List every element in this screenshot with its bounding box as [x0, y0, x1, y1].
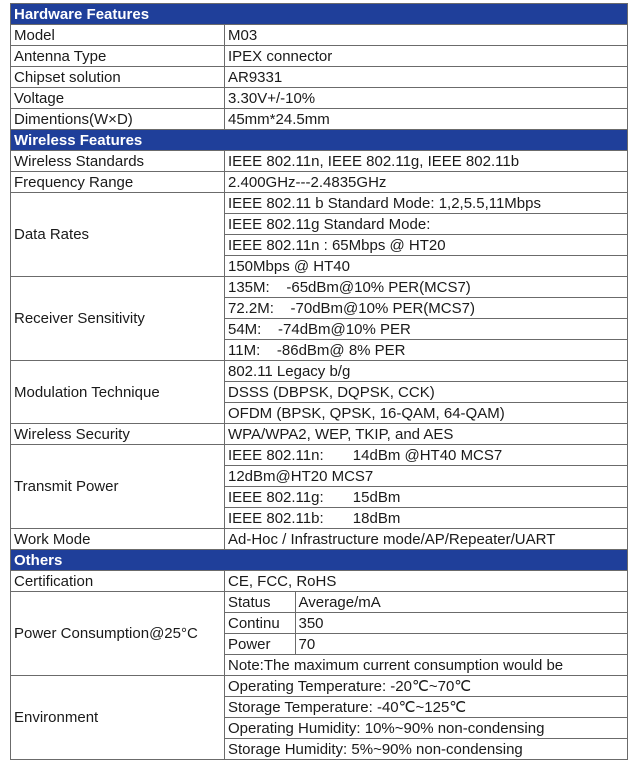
environment-value: Storage Temperature: -40℃~125℃ — [225, 697, 628, 718]
sensitivity-value: 72.2M: -70dBm@10% PER(MCS7) — [225, 298, 628, 319]
pc-cell: Power — [225, 634, 295, 655]
section-header-wireless: Wireless Features — [11, 130, 628, 151]
standards-label: Wireless Standards — [11, 151, 225, 172]
modulation-value: 802.11 Legacy b/g — [225, 361, 628, 382]
table-row — [11, 46, 628, 67]
security-value: WPA/WPA2, WEP, TKIP, and AES — [225, 424, 628, 445]
data-rate-value: IEEE 802.11n : 65Mbps @ HT20 — [225, 235, 628, 256]
modulation-value: DSSS (DBPSK, DQPSK, CCK) — [225, 382, 628, 403]
transmit-power-label: Transmit Power — [11, 445, 225, 529]
modulation-label: Modulation Technique — [11, 361, 225, 424]
standards-value: IEEE 802.11n, IEEE 802.11g, IEEE 802.11b — [225, 151, 628, 172]
frequency-label: Frequency Range — [11, 172, 225, 193]
table-row — [11, 445, 628, 466]
transmit-power-value: 12dBm@HT20 MCS7 — [225, 466, 628, 487]
table-row — [225, 613, 627, 634]
model-value: M03 — [225, 25, 628, 46]
transmit-power-value: IEEE 802.11g: 15dBm — [225, 487, 628, 508]
work-mode-value: Ad-Hoc / Infrastructure mode/AP/Repeater/UART — [225, 529, 628, 550]
pc-cell: Continu — [225, 613, 295, 634]
table-row — [11, 529, 628, 550]
environment-value: Operating Temperature: -20℃~70℃ — [225, 676, 628, 697]
transmit-power-value: IEEE 802.11n: 14dBm @HT40 MCS7 — [225, 445, 628, 466]
table-row — [11, 25, 628, 46]
sensitivity-value: 11M: -86dBm@ 8% PER — [225, 340, 628, 361]
table-row — [11, 151, 628, 172]
environment-label: Environment — [11, 676, 225, 760]
table-row — [11, 424, 628, 445]
sensitivity-label: Receiver Sensitivity — [11, 277, 225, 361]
pc-cell: Status — [225, 592, 295, 613]
pc-cell: 350 — [295, 613, 627, 634]
section-row — [11, 4, 628, 25]
environment-value: Operating Humidity: 10%~90% non-condensing — [225, 718, 628, 739]
table-row — [11, 109, 628, 130]
power-consumption-label: Power Consumption@25°C — [11, 592, 225, 676]
table-row — [11, 676, 628, 697]
spec-table — [10, 3, 628, 760]
modulation-value: OFDM (BPSK, QPSK, 16-QAM, 64-QAM) — [225, 403, 628, 424]
data-rates-label: Data Rates — [11, 193, 225, 277]
chipset-value: AR9331 — [225, 67, 628, 88]
table-row — [11, 172, 628, 193]
table-row — [11, 361, 628, 382]
section-row — [11, 130, 628, 151]
voltage-value: 3.30V+/-10% — [225, 88, 628, 109]
power-consumption-note: Note:The maximum current consumption would be — [225, 655, 628, 676]
table-row — [225, 634, 627, 655]
pc-cell: Average/mA — [295, 592, 627, 613]
data-rate-value: 150Mbps @ HT40 — [225, 256, 628, 277]
antenna-label: Antenna Type — [11, 46, 225, 67]
power-consumption-inner-table — [225, 592, 627, 654]
table-row — [11, 67, 628, 88]
section-header-hardware: Hardware Features — [11, 4, 628, 25]
certification-label: Certification — [11, 571, 225, 592]
section-row — [11, 550, 628, 571]
table-row — [11, 193, 628, 214]
data-rate-value: IEEE 802.11g Standard Mode: — [225, 214, 628, 235]
section-header-others: Others — [11, 550, 628, 571]
table-row — [11, 277, 628, 298]
dimensions-label: Dimentions(W×D) — [11, 109, 225, 130]
table-row — [11, 571, 628, 592]
security-label: Wireless Security — [11, 424, 225, 445]
pc-cell: 70 — [295, 634, 627, 655]
data-rate-value: IEEE 802.11 b Standard Mode: 1,2,5.5,11Mbps — [225, 193, 628, 214]
model-label: Model — [11, 25, 225, 46]
chipset-label: Chipset solution — [11, 67, 225, 88]
sensitivity-value: 135M: -65dBm@10% PER(MCS7) — [225, 277, 628, 298]
frequency-value: 2.400GHz---2.4835GHz — [225, 172, 628, 193]
environment-value: Storage Humidity: 5%~90% non-condensing — [225, 739, 628, 760]
power-consumption-subtable — [225, 592, 628, 655]
certification-value: CE, FCC, RoHS — [225, 571, 628, 592]
dimensions-value: 45mm*24.5mm — [225, 109, 628, 130]
table-row — [225, 592, 627, 613]
transmit-power-value: IEEE 802.11b: 18dBm — [225, 508, 628, 529]
sensitivity-value: 54M: -74dBm@10% PER — [225, 319, 628, 340]
work-mode-label: Work Mode — [11, 529, 225, 550]
table-row — [11, 88, 628, 109]
antenna-value: IPEX connector — [225, 46, 628, 67]
voltage-label: Voltage — [11, 88, 225, 109]
